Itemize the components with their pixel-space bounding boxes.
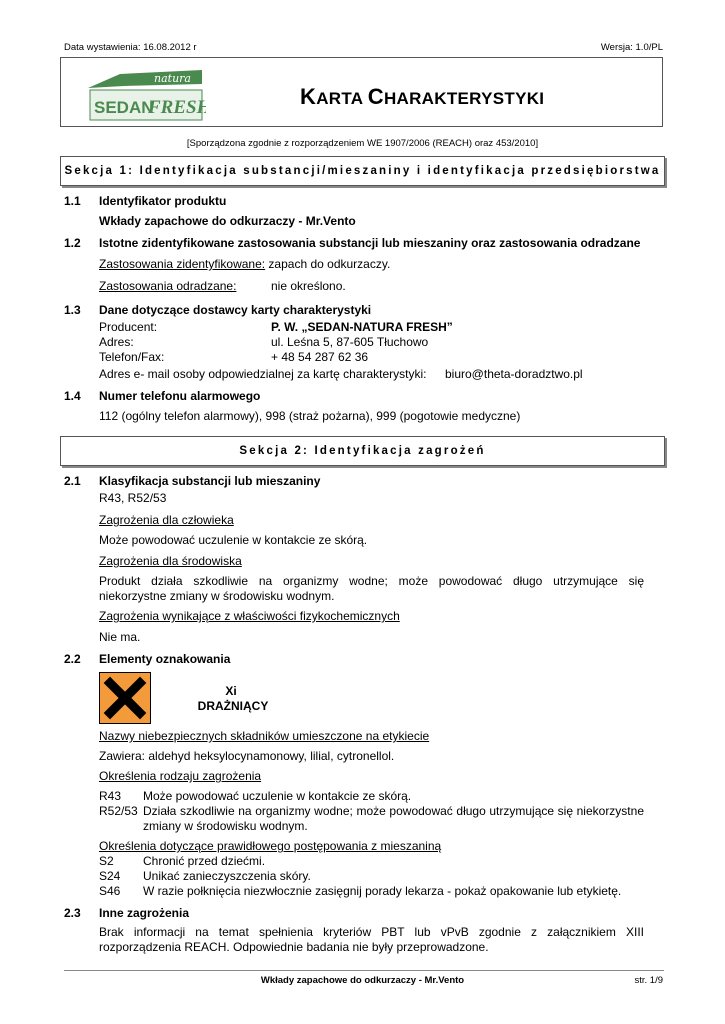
safety-text: Unikać zanieczyszczenia skóry. (143, 869, 311, 883)
version: Wersja: 1.0/PL (600, 42, 663, 53)
risk-phrase-row (99, 789, 644, 804)
title-part-2: HARAKTERYSTYKI (383, 89, 545, 108)
safety-code: S24 (99, 869, 121, 883)
email-label: Adres e- mail osoby odpowiedzialnej za kartę charakterystyki: (99, 367, 427, 381)
hazard-symbol-xi-icon (99, 672, 151, 724)
phone-label: Telefon/Fax: (99, 350, 165, 364)
s11-title: Identyfikator produktu (99, 194, 227, 208)
risk-text: Może powodować uczulenie w kontakcie ze skórą. (143, 789, 412, 803)
logo-text-fresh: FRESH (148, 97, 206, 118)
advised-against-value: nie określono. (271, 279, 346, 293)
phys-hazards-label: Zagrożenia wynikające z właściwości fizykochemicznych (99, 609, 400, 623)
address-value: ul. Leśna 5, 87-605 Tłuchowo (271, 335, 429, 349)
env-hazards-line-2: niekorzystne zmiany w środowisku wodnym. (99, 589, 335, 603)
logo-text-sedan: SEDAN (94, 98, 154, 117)
safety-phrases-label: Określenia dotyczące prawidłowego postępowania z mieszaniną (99, 839, 442, 853)
title-part-1: ARTA (316, 89, 368, 108)
phys-hazards-text: Nie ma. (99, 630, 141, 644)
producer-label: Producent: (99, 320, 158, 334)
risk-phrases-label: Określenia rodzaju zagrożenia (99, 769, 262, 783)
symbol-name: DRAŻNIĄCY (197, 699, 269, 713)
document-title (300, 84, 544, 110)
s22-title: Elementy oznakowania (99, 652, 231, 666)
env-hazards-line-1: Produkt działa szkodliwie na organizmy wodne; może powodować długo utrzymujące się (99, 574, 644, 588)
logo-text-natura: natura (154, 72, 191, 85)
s12-title: Istotne zidentyfikowane zastosowania substancji lub mieszaniny oraz zastosowania odradzane (99, 236, 641, 250)
safety-code: S2 (99, 854, 114, 868)
section-1-heading: Sekcja 1: Identyfikacja substancji/mieszaniny i identyfikacja przedsiębiorstwa (60, 156, 665, 186)
s22-num: 2.2 (64, 652, 81, 666)
env-hazards-label: Zagrożenia dla środowiska (99, 554, 242, 568)
safety-code: S46 (99, 884, 121, 898)
other-hazards-line-2: rozporządzenia REACH. Odpowiednie badania nie były przeprowadzone. (99, 940, 489, 954)
risk-code: R43 (99, 789, 122, 803)
brand-logo (84, 68, 206, 124)
phone-value: + 48 54 287 62 36 (271, 350, 369, 364)
page-number: str. 1/9 (634, 975, 663, 986)
s21-title: Klasyfikacja substancji lub mieszaniny (99, 474, 321, 488)
classification: R43, R52/53 (99, 491, 167, 505)
s11-num: 1.1 (64, 194, 81, 208)
identified-uses-label: Zastosowania zidentyfikowane: (99, 257, 266, 271)
safety-phrase-row (99, 854, 644, 869)
human-hazards-text: Może powodować uczulenie w kontakcie ze skórą. (99, 533, 368, 547)
s23-num: 2.3 (64, 906, 81, 920)
s13-title: Dane dotyczące dostawcy karty charakterystyki (99, 303, 372, 317)
safety-phrase-row (99, 884, 644, 899)
s21-num: 2.1 (64, 474, 81, 488)
s14-title: Numer telefonu alarmowego (99, 389, 261, 403)
email-link[interactable]: biuro@theta-doradztwo.pl (445, 367, 583, 381)
identified-uses (99, 257, 390, 271)
human-hazards-label: Zagrożenia dla człowieka (99, 513, 234, 527)
risk-text: Działa szkodliwie na organizmy wodne; może powodować długo utrzymujące się niekorzystne zmiany w środowisku wodnym. (143, 804, 644, 833)
ingredients-label: Nazwy niebezpiecznych składników umieszczone na etykiecie (99, 729, 430, 743)
producer-value: P. W. „SEDAN-NATURA FRESH” (271, 320, 453, 334)
product-identifier: Wkłady zapachowe do odkurzaczy - Mr.Vento (99, 214, 356, 228)
risk-code: R52/53 (99, 804, 138, 818)
footer-divider (64, 970, 664, 971)
safety-phrase-row (99, 869, 644, 884)
safety-text: Chronić przed dziećmi. (143, 854, 266, 868)
issue-date: Data wystawienia: 16.08.2012 r (64, 42, 197, 53)
emergency-phones: 112 (ogólny telefon alarmowy), 998 (straż pożarna), 999 (pogotowie medyczne) (99, 409, 521, 423)
footer-product: Wkłady zapachowe do odkurzaczy - Mr.Vento (260, 975, 465, 986)
advised-against-label: Zastosowania odradzane: (99, 279, 237, 293)
title-letter-c: C (367, 84, 384, 109)
symbol-code: Xi (225, 684, 237, 698)
reach-note: [Sporządzona zgodnie z rozporządzeniem WE 1907/2006 (REACH) oraz 453/2010] (186, 138, 539, 149)
title-letter-k: K (300, 84, 317, 109)
identified-uses-value: zapach do odkurzaczy. (265, 257, 391, 271)
s12-num: 1.2 (64, 236, 81, 250)
address-label: Adres: (99, 335, 134, 349)
risk-phrase-row (99, 804, 644, 834)
other-hazards-line-1: Brak informacji na temat spełnienia kryteriów PBT lub vPvB zgodnie z załącznikiem XIII (99, 925, 644, 939)
ingredients-text: Zawiera: aldehyd heksylocynamonowy, lilial, cytronellol. (99, 749, 395, 763)
section-2-heading: Sekcja 2: Identyfikacja zagrożeń (60, 436, 665, 466)
s13-num: 1.3 (64, 303, 81, 317)
s23-title: Inne zagrożenia (99, 906, 190, 920)
safety-text: W razie połknięcia niezwłocznie zasięgnij porady lekarza - pokaż opakowanie lub etykietę. (143, 884, 622, 898)
s14-num: 1.4 (64, 389, 81, 403)
